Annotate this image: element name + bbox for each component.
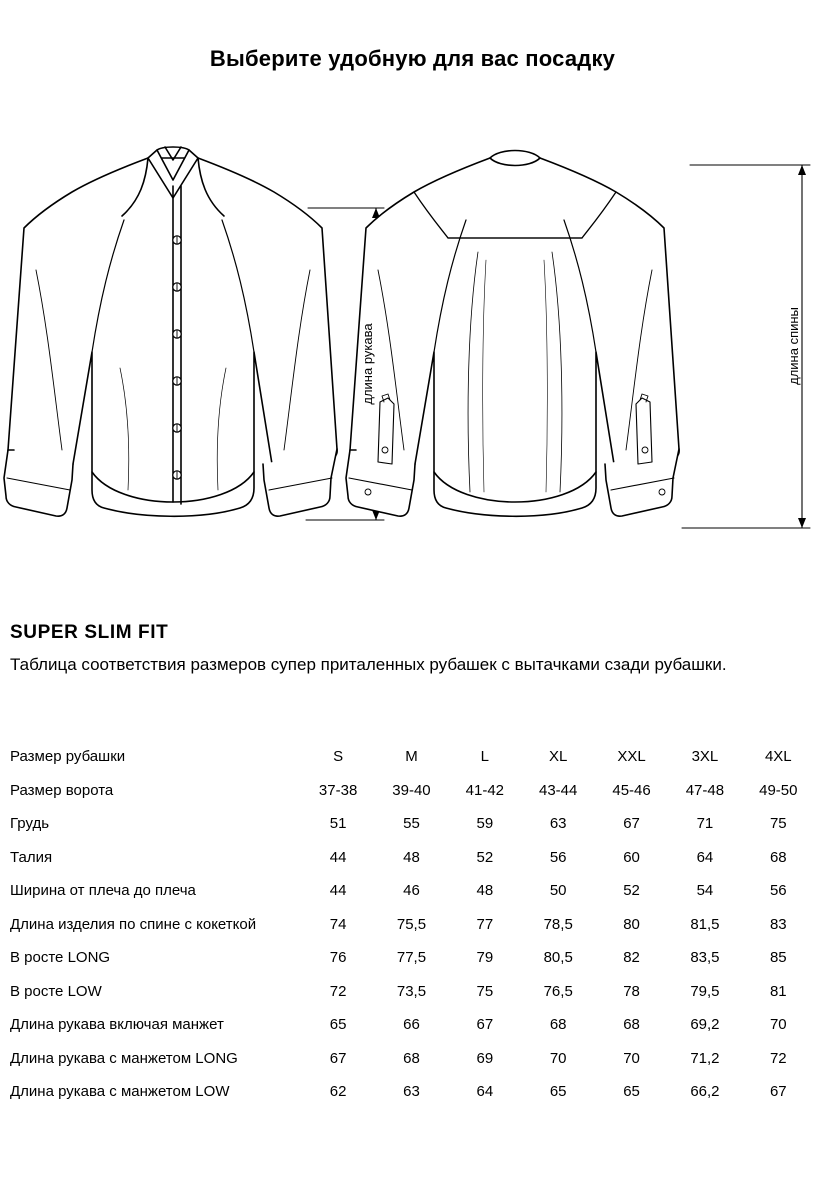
cell: 85	[769, 949, 787, 967]
cell: 76,5	[543, 982, 573, 1000]
cell: 44	[329, 848, 347, 866]
column-header-xxl: XXL	[617, 748, 646, 766]
cell: 72	[769, 1049, 787, 1067]
cell: 68	[623, 1016, 640, 1034]
cell: 75,5	[396, 915, 427, 933]
cell: 50	[549, 882, 567, 900]
cell: 76	[329, 949, 347, 967]
column-header-s: S	[333, 748, 344, 766]
cell: 72	[329, 982, 347, 1000]
cell: 79,5	[690, 982, 720, 1000]
cell: 56	[549, 848, 567, 866]
cell: 59	[476, 815, 494, 833]
back-shirt-drawing	[346, 151, 679, 517]
cell: 67	[329, 1049, 347, 1067]
cell: 37-38	[318, 781, 358, 799]
cell: 77,5	[396, 949, 427, 967]
cell: 47-48	[685, 781, 725, 799]
row-label: В росте LOW	[10, 982, 102, 1000]
front-dimension-label: длина рукава	[360, 323, 375, 405]
fit-name-heading: SUPER SLIM FIT	[10, 622, 169, 643]
cell: 71,2	[690, 1049, 720, 1067]
table-row	[10, 841, 815, 875]
cell: 68	[403, 1049, 420, 1067]
column-header-4xl: 4XL	[764, 748, 792, 766]
size-table	[10, 740, 815, 1109]
cell: 51	[329, 815, 347, 833]
cell: 46	[403, 882, 420, 900]
cell: 41-42	[465, 781, 505, 799]
cell: 81,5	[690, 915, 720, 933]
cell: 48	[476, 882, 494, 900]
cell: 64	[476, 1083, 494, 1101]
row-label: Талия	[10, 848, 53, 866]
cell: 44	[329, 882, 347, 900]
cell: 49-50	[759, 781, 798, 799]
cell: 65	[549, 1083, 567, 1101]
cell: 56	[769, 882, 787, 900]
front-shirt-drawing	[4, 147, 337, 516]
cell: 74	[329, 915, 347, 933]
cell: 73,5	[396, 982, 427, 1000]
row-label: В росте LONG	[10, 949, 111, 967]
table-row	[10, 975, 815, 1009]
cell: 79	[476, 949, 494, 967]
back-dimension-label: длина спины	[786, 307, 801, 385]
cell: 77	[476, 915, 494, 933]
row-label: Размер ворота	[10, 781, 114, 799]
cell: 80,5	[543, 949, 573, 967]
fit-description: Таблица соответствия размеров супер приталенных рубашек с вытачками сзади рубашки.	[10, 655, 727, 674]
row-label: Длина рукава включая манжет	[10, 1016, 224, 1034]
table-row	[10, 807, 815, 841]
cell: 78	[623, 982, 640, 1000]
table-row	[10, 941, 815, 975]
table-row	[10, 908, 815, 942]
row-label: Длина изделия по спине с кокеткой	[10, 915, 257, 933]
cell: 68	[769, 848, 787, 866]
cell: 55	[403, 815, 420, 833]
cell: 67	[769, 1083, 787, 1101]
cell: 43-44	[539, 781, 578, 799]
cell: 52	[623, 882, 640, 900]
cell: 63	[549, 815, 567, 833]
table-row	[10, 874, 815, 908]
cell: 67	[623, 815, 640, 833]
cell: 78,5	[543, 915, 573, 933]
cell: 70	[549, 1049, 567, 1067]
row-label: Ширина от плеча до плеча	[10, 882, 196, 900]
cell: 75	[769, 815, 787, 833]
cell: 83	[769, 915, 787, 933]
cell: 70	[769, 1016, 787, 1034]
cell: 45-46	[612, 781, 651, 799]
cell: 81	[769, 982, 787, 1000]
row-label: Длина рукава с манжетом LONG	[10, 1049, 238, 1067]
row-label: Грудь	[10, 815, 50, 833]
table-header-row	[10, 740, 815, 774]
cell: 70	[623, 1049, 640, 1067]
table-row	[10, 1075, 815, 1109]
cell: 54	[696, 882, 714, 900]
table-row	[10, 1008, 815, 1042]
cell: 67	[476, 1016, 494, 1034]
table-row	[10, 1042, 815, 1076]
cell: 39-40	[392, 781, 431, 799]
column-header-l: L	[480, 748, 489, 766]
cell: 63	[403, 1083, 420, 1101]
cell: 48	[403, 848, 420, 866]
cell: 83,5	[690, 949, 720, 967]
cell: 69,2	[690, 1016, 720, 1034]
column-header-xl: XL	[549, 748, 568, 766]
cell: 64	[696, 848, 714, 866]
page-title: Выберите удобную для вас посадку	[209, 46, 616, 71]
column-header-m: M	[405, 748, 418, 766]
cell: 65	[329, 1016, 347, 1034]
cell: 82	[623, 949, 640, 967]
cell: 66	[403, 1016, 420, 1034]
cell: 52	[476, 848, 494, 866]
row-label: Длина рукава с манжетом LOW	[10, 1083, 230, 1101]
cell: 69	[476, 1049, 494, 1067]
cell: 71	[696, 815, 714, 833]
shirt-illustration	[0, 120, 825, 560]
cell: 75	[476, 982, 494, 1000]
table-header-label: Размер рубашки	[10, 748, 126, 766]
cell: 65	[623, 1083, 640, 1101]
table-row	[10, 774, 815, 808]
cell: 60	[623, 848, 640, 866]
cell: 80	[623, 915, 640, 933]
cell: 66,2	[690, 1083, 720, 1101]
column-header-3xl: 3XL	[691, 748, 719, 766]
cell: 62	[329, 1083, 347, 1101]
cell: 68	[549, 1016, 567, 1034]
